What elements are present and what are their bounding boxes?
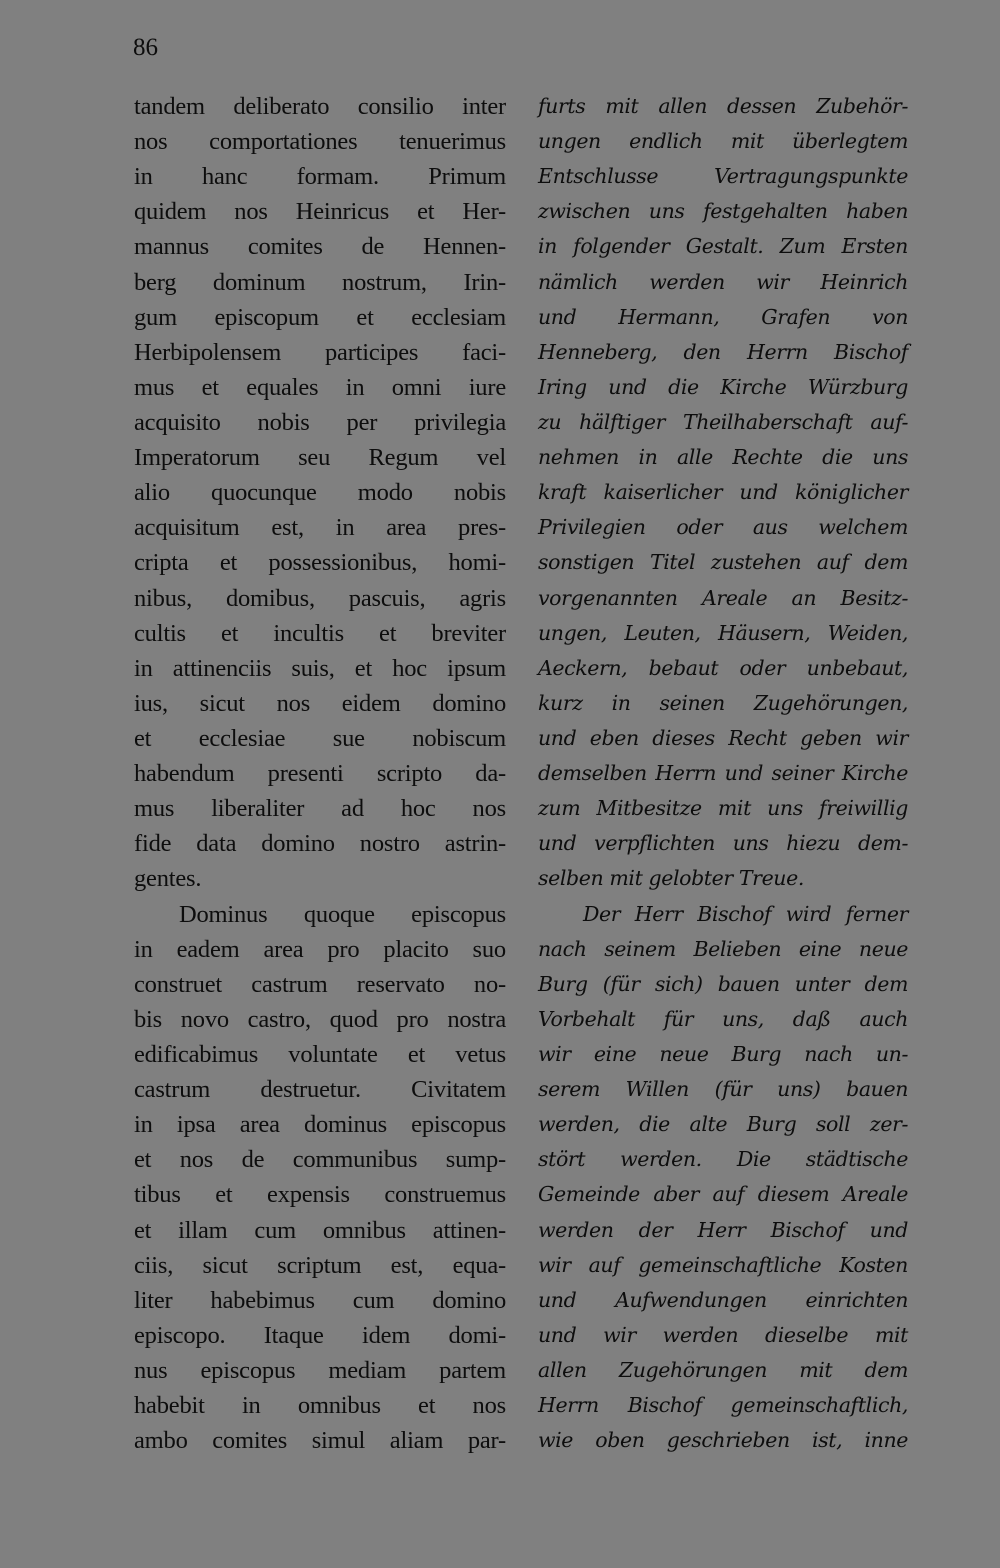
latin-line: mus liberaliter ad hoc nos [134,795,506,823]
german-line: zum Mitbesitze mit uns freiwillig [538,796,908,821]
latin-line: gum episcopum et ecclesiam [134,303,506,331]
page-number: 86 [133,34,158,61]
german-line: zwischen uns festgehalten haben [538,199,908,224]
german-line: und eben dieses Recht geben wir [538,725,908,750]
latin-line: liter habebimus cum domino [134,1286,506,1314]
latin-line: edificabimus voluntate et vetus [134,1040,506,1068]
latin-line: acquisito nobis per privilegia [134,408,506,436]
german-line: werden, die alte Burg soll zer- [538,1112,908,1137]
german-line: kurz in seinen Zugehörungen, [538,690,908,715]
latin-line: construet castrum reservato no- [134,970,506,998]
german-line: und Aufwendungen einrichten [538,1287,908,1312]
german-text-column [538,89,908,1458]
german-line: in folgender Gestalt. Zum Ersten [538,234,908,259]
german-line: Iring und die Kirche Würzburg [538,374,908,399]
latin-line: ius, sicut nos eidem domino [134,689,506,717]
german-line: Privilegien oder aus welchem [538,515,908,540]
latin-line: tibus et expensis construemus [134,1181,506,1209]
latin-line: in ipsa area dominus episcopus [134,1111,506,1139]
latin-line: acquisitum est, in area pres- [134,514,506,542]
latin-line: et ecclesiae sue nobiscum [134,724,506,752]
latin-line: alio quocunque modo nobis [134,479,506,507]
german-line: vorgenannten Areale an Besitz- [538,585,908,610]
german-line: und verpflichten uns hiezu dem- [538,831,908,856]
latin-line: tandem deliberato consilio inter [134,93,506,120]
german-line: und Hermann, Grafen von [538,304,908,329]
german-line: wie oben geschrieben ist, inne [538,1428,908,1453]
latin-line: nos comportationes tenuerimus [134,128,506,156]
german-line: werden der Herr Bischof und [538,1217,908,1242]
latin-line: nibus, domibus, pascuis, agris [134,584,506,612]
german-line: nach seinem Belieben eine neue [538,936,908,961]
latin-line: episcopo. Itaque idem domi- [134,1321,506,1349]
latin-line: mus et equales in omni iure [134,373,506,401]
german-line: serem Willen (für uns) bauen [538,1077,908,1102]
german-line: Henneberg, den Herrn Bischof [538,339,908,364]
latin-line: habendum presenti scripto da- [134,760,506,788]
latin-line: et illam cum omnibus attinen- [134,1216,506,1244]
german-line: demselben Herrn und seiner Kirche [538,761,908,786]
latin-paragraph-start-line: Dominus quoque episcopus [179,900,506,928]
latin-line: castrum destruetur. Civitatem [134,1076,506,1104]
german-line: Aeckern, bebaut oder unbebaut, [538,655,908,680]
latin-line: berg dominum nostrum, Irin- [134,268,506,296]
german-line: wir auf gemeinschaftliche Kosten [538,1252,908,1277]
latin-line: Herbipolensem participes faci- [134,338,506,366]
latin-line: fide data domino nostro astrin- [134,830,506,858]
german-line: und wir werden dieselbe mit [538,1322,908,1347]
german-paragraph-start-line: Der Herr Bischof wird ferner [583,901,908,926]
latin-line: et nos de communibus sump- [134,1146,506,1174]
german-line: nehmen in alle Rechte die uns [538,445,908,470]
german-line: allen Zugehörungen mit dem [538,1357,908,1382]
latin-line: ambo comites simul aliam par- [134,1427,506,1455]
latin-line: habebit in omnibus et nos [134,1392,506,1420]
latin-line: nus episcopus mediam partem [134,1356,506,1384]
latin-line: Imperatorum seu Regum vel [134,444,506,472]
german-paragraph-end-line: selben mit gelobter Treue. [538,866,804,891]
german-line: stört werden. Die städtische [538,1147,908,1172]
latin-line: cripta et possessionibus, homi- [134,549,506,577]
latin-line: in hanc formam. Primum [134,163,506,191]
german-line: ungen endlich mit überlegtem [538,129,908,154]
latin-line: in attinenciis suis, et hoc ipsum [134,654,506,682]
latin-text-column [134,89,506,1458]
german-line: Burg (für sich) bauen unter dem [538,971,908,996]
german-line: furts mit allen dessen Zubehör- [538,94,908,118]
german-line: Entschlusse Vertragungspunkte [538,164,908,189]
latin-line: ciis, sicut scriptum est, equa- [134,1251,506,1279]
german-line: sonstigen Titel zustehen auf dem [538,550,908,575]
latin-line: cultis et incultis et breviter [134,619,506,647]
german-line: kraft kaiserlicher und königlicher [538,480,908,505]
german-line: zu hälftiger Theilhaberschaft auf- [538,409,908,434]
german-line: ungen, Leuten, Häusern, Weiden, [538,620,908,645]
german-line: Gemeinde aber auf diesem Areale [538,1182,908,1207]
latin-line: mannus comites de Hennen- [134,233,506,261]
german-line: nämlich werden wir Heinrich [538,269,908,294]
german-line: Herrn Bischof gemeinschaftlich, [538,1393,908,1418]
latin-line: in eadem area pro placito suo [134,935,506,963]
german-line: wir eine neue Burg nach un- [538,1041,908,1066]
latin-line: bis novo castro, quod pro nostra [134,1005,506,1033]
latin-line: quidem nos Heinricus et Her- [134,198,506,226]
german-line: Vorbehalt für uns, daß auch [538,1006,908,1031]
latin-paragraph-end-line: gentes. [134,865,202,893]
